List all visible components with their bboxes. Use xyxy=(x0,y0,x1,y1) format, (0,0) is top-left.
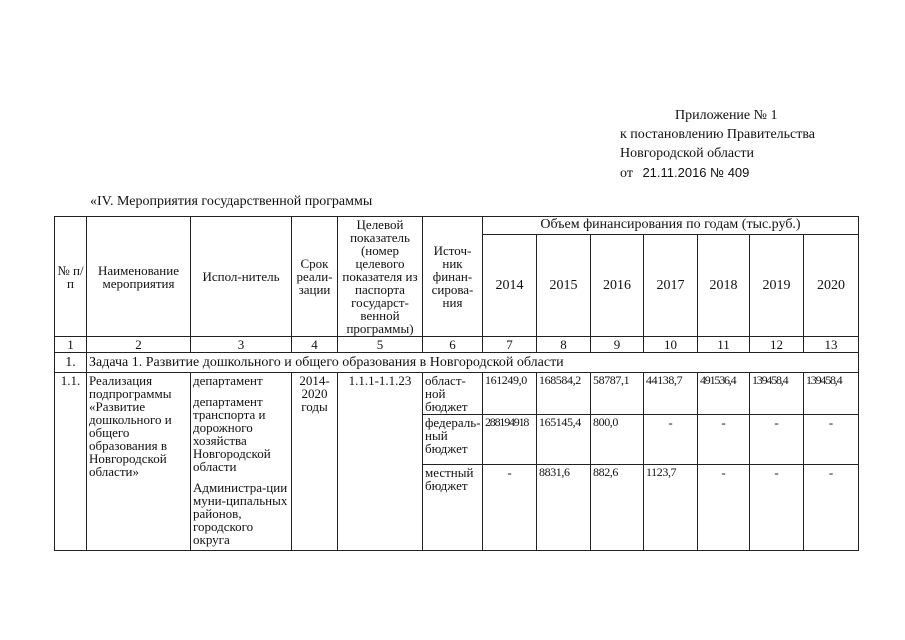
funding-value: 288194918 xyxy=(483,415,537,465)
row-term: 2014-2020 годы xyxy=(292,373,338,551)
column-number: 3 xyxy=(191,337,292,353)
header-row xyxy=(55,217,859,235)
appendix-date-line xyxy=(620,163,815,183)
task-text: Задача 1. Развитие дошкольного и общего образования в Новгородской области xyxy=(87,353,859,373)
funding-value: - xyxy=(698,415,750,465)
column-number: 11 xyxy=(698,337,750,353)
source-label: федераль-ный бюджет xyxy=(423,415,483,465)
column-number-row xyxy=(55,337,859,353)
program-table xyxy=(54,216,859,551)
row-num: 1.1. xyxy=(55,373,87,551)
appendix-date-prefix: от xyxy=(620,166,633,181)
appendix-header xyxy=(620,106,815,183)
header-target: Целевой показатель (номер целевого показателя из паспорта государст-венной программы) xyxy=(338,217,423,337)
funding-value: 139458,4 xyxy=(750,373,804,415)
column-number: 8 xyxy=(537,337,591,353)
executor-item: департамент транспорта и дорожного хозяйства Новгородской области xyxy=(193,394,271,474)
column-number: 6 xyxy=(423,337,483,353)
funding-value: 44138,7 xyxy=(644,373,698,415)
column-number: 13 xyxy=(804,337,859,353)
row-executors xyxy=(191,373,292,551)
task-row xyxy=(55,353,859,373)
appendix-decree-line: к постановлению Правительства xyxy=(620,127,816,142)
source-label: местный бюджет xyxy=(423,465,483,551)
appendix-number: Приложение № 1 xyxy=(675,108,778,123)
funding-value: 58787,1 xyxy=(591,373,644,415)
column-number: 10 xyxy=(644,337,698,353)
header-year: 2017 xyxy=(644,235,698,337)
header-year: 2015 xyxy=(537,235,591,337)
funding-value: 882,6 xyxy=(591,465,644,551)
column-number: 2 xyxy=(87,337,191,353)
header-year: 2020 xyxy=(804,235,859,337)
column-number: 5 xyxy=(338,337,423,353)
funding-value: 168584,2 xyxy=(537,373,591,415)
funding-value: 491536,4 xyxy=(698,373,750,415)
table-row xyxy=(55,373,859,415)
row-target: 1.1.1-1.1.23 xyxy=(338,373,423,551)
header-num: № п/п xyxy=(55,217,87,337)
executor-item: Администра-ции муни-ципальных районов, городского округа xyxy=(193,480,288,547)
funding-value: 139458,4 xyxy=(804,373,859,415)
funding-value: - xyxy=(750,415,804,465)
funding-value: - xyxy=(750,465,804,551)
header-year: 2014 xyxy=(483,235,537,337)
task-num: 1. xyxy=(55,353,87,373)
header-year: 2019 xyxy=(750,235,804,337)
column-number: 1 xyxy=(55,337,87,353)
funding-value: 165145,4 xyxy=(537,415,591,465)
column-number: 4 xyxy=(292,337,338,353)
funding-value: - xyxy=(644,415,698,465)
header-source: Источ-ник финан-сирова-ния xyxy=(423,217,483,337)
funding-value: - xyxy=(698,465,750,551)
funding-value: 161249,0 xyxy=(483,373,537,415)
funding-value: - xyxy=(483,465,537,551)
header-year: 2018 xyxy=(698,235,750,337)
appendix-date-number: 21.11.2016 № 409 xyxy=(642,165,750,180)
funding-value: 1123,7 xyxy=(644,465,698,551)
appendix-region-line: Новгородской области xyxy=(620,146,754,161)
header-term: Срок реали-зации xyxy=(292,217,338,337)
funding-value: 800,0 xyxy=(591,415,644,465)
funding-value: - xyxy=(804,415,859,465)
header-funding-group: Объем финансирования по годам (тыс.руб.) xyxy=(483,217,859,235)
row-name: Реализация подпрограммы «Развитие дошкольного и общего образования в Новгородской области» xyxy=(87,373,191,551)
header-year: 2016 xyxy=(591,235,644,337)
funding-value: 8831,6 xyxy=(537,465,591,551)
source-label: област-ной бюджет xyxy=(423,373,483,415)
header-name: Наименование мероприятия xyxy=(87,217,191,337)
column-number: 12 xyxy=(750,337,804,353)
executor-item: департамент xyxy=(193,373,263,388)
funding-value: - xyxy=(804,465,859,551)
column-number: 9 xyxy=(591,337,644,353)
header-executor: Испол-нитель xyxy=(191,217,292,337)
section-title: «IV. Мероприятия государственной программы xyxy=(90,194,373,209)
column-number: 7 xyxy=(483,337,537,353)
